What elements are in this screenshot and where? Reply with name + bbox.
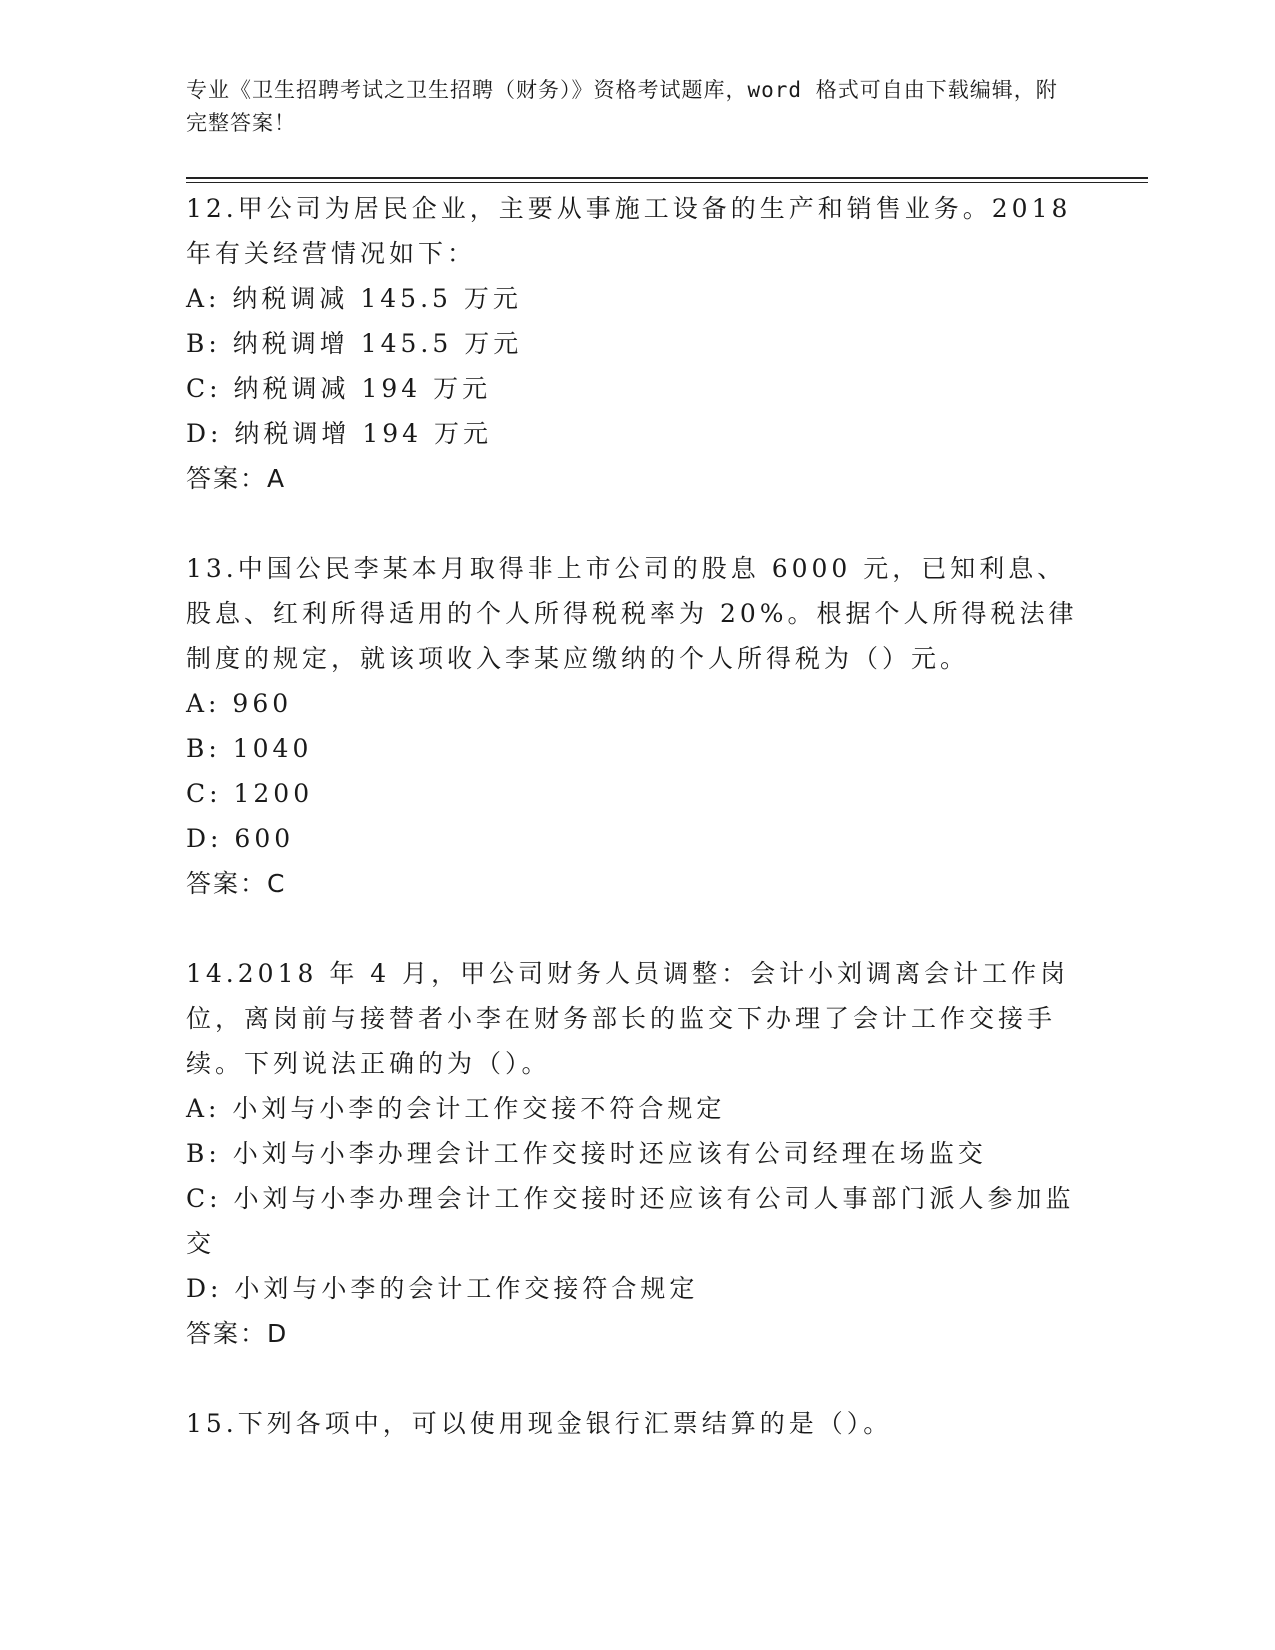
option-b: B: 纳税调增 145.5 万元 bbox=[186, 329, 523, 358]
option-d: D: 小刘与小李的会计工作交接符合规定 bbox=[186, 1274, 699, 1303]
question-12 bbox=[186, 186, 1086, 501]
answer: 答案：D bbox=[186, 1319, 289, 1348]
option-d: D: 纳税调增 194 万元 bbox=[186, 419, 493, 448]
question-13 bbox=[186, 546, 1086, 906]
question-stem: 13.中国公民李某本月取得非上市公司的股息 6000 元，已知利息、股息、红利所得适用的个人所得税税率为 20%。根据个人所得税法律制度的规定，就该项收入李某应缴纳的个人所得税为（）元。 bbox=[186, 554, 1078, 673]
option-c: C: 纳税调减 194 万元 bbox=[186, 374, 492, 403]
question-14 bbox=[186, 951, 1086, 1356]
option-b: B: 1040 bbox=[186, 734, 313, 763]
spacer bbox=[186, 1356, 1086, 1401]
option-a: A: 小刘与小李的会计工作交接不符合规定 bbox=[186, 1094, 726, 1123]
option-c: C: 1200 bbox=[186, 779, 314, 808]
option-c: C: 小刘与小李办理会计工作交接时还应该有公司人事部门派人参加监交 bbox=[186, 1184, 1075, 1258]
question-list bbox=[186, 186, 1086, 1446]
option-a: A: 纳税调减 145.5 万元 bbox=[186, 284, 522, 313]
question-stem: 14.2018 年 4 月，甲公司财务人员调整：会计小刘调离会计工作岗位，离岗前与接替者小李在财务部长的监交下办理了会计工作交接手续。下列说法正确的为（）。 bbox=[186, 959, 1070, 1078]
question-15 bbox=[186, 1401, 1086, 1446]
option-d: D: 600 bbox=[186, 824, 295, 853]
option-a: A: 960 bbox=[186, 689, 293, 718]
header-note: 专业《卫生招聘考试之卫生招聘（财务）》资格考试题库，word 格式可自由下载编辑，附完整答案！ bbox=[186, 78, 1058, 135]
answer: 答案：C bbox=[186, 869, 287, 898]
question-stem: 12.甲公司为居民企业，主要从事施工设备的生产和销售业务。2018 年有关经营情况如下： bbox=[186, 194, 1072, 268]
spacer bbox=[186, 501, 1086, 546]
question-stem: 15.下列各项中，可以使用现金银行汇票结算的是（）。 bbox=[186, 1409, 893, 1438]
header-divider bbox=[186, 177, 1148, 183]
answer: 答案：A bbox=[186, 464, 287, 493]
spacer bbox=[186, 906, 1086, 951]
option-b: B: 小刘与小李办理会计工作交接时还应该有公司经理在场监交 bbox=[186, 1139, 987, 1168]
